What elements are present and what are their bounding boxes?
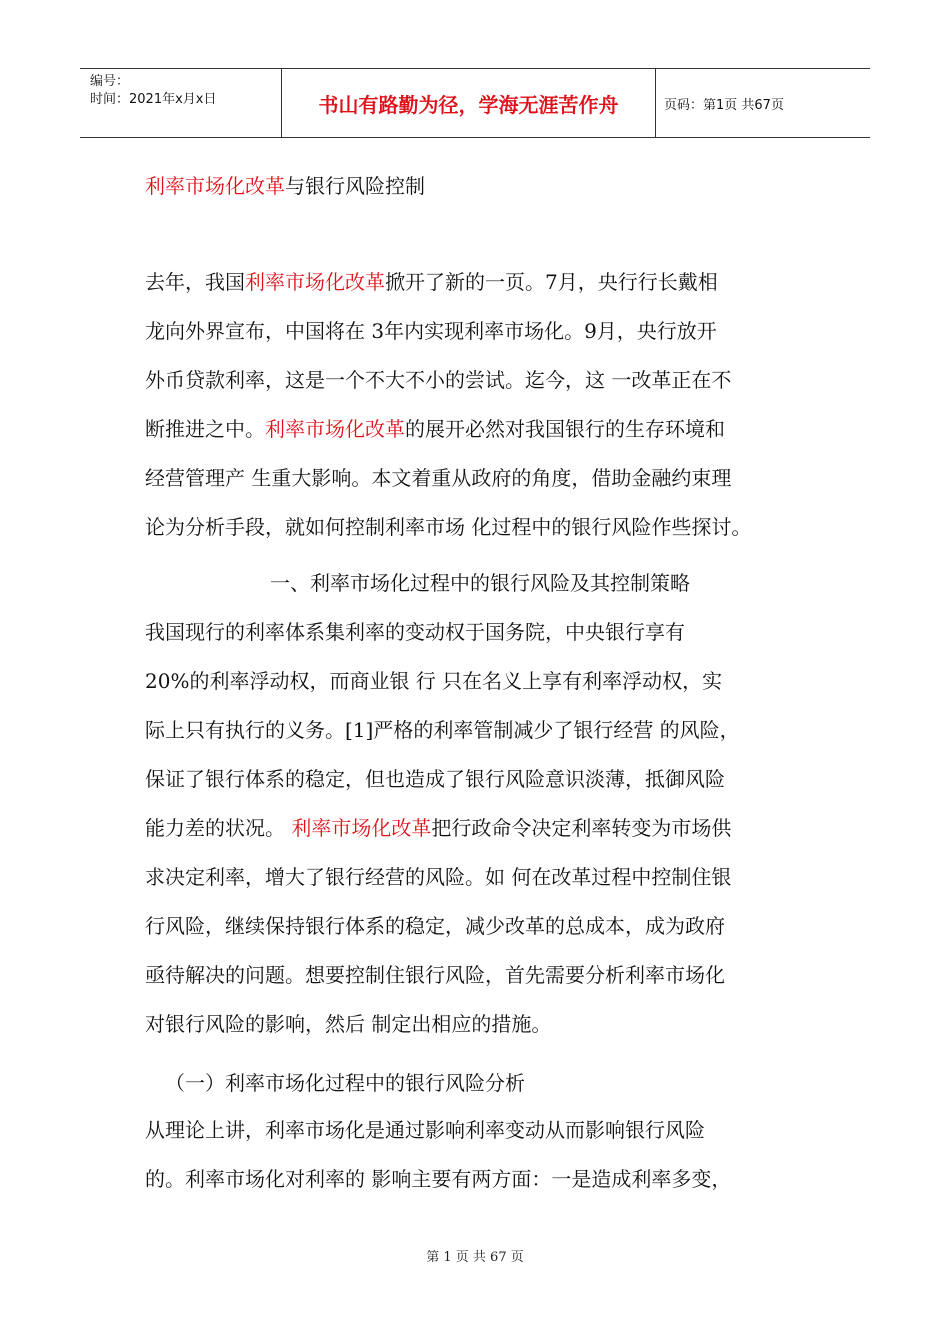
text-line <box>145 853 815 902</box>
text-segment: 把行政命令决定利率转变为市场供 <box>431 816 732 840</box>
header-page-info: 页码：第1页 共67页 <box>664 97 784 113</box>
header-meta <box>80 69 282 137</box>
text-line <box>145 1106 815 1155</box>
page-header <box>80 68 870 138</box>
text-line <box>145 258 815 307</box>
text-line <box>145 356 815 405</box>
header-motto: 书山有路勤为径，学海无涯苦作舟 <box>282 69 656 137</box>
text-segment: 去年，我国 <box>145 270 245 294</box>
section1-paragraph <box>145 608 815 1049</box>
text-line <box>145 307 815 356</box>
text-segment: 断推进之中。 <box>145 417 265 441</box>
intro-paragraph <box>145 258 815 552</box>
highlight-keyword: 利率市场化改革 <box>265 417 405 441</box>
text-line <box>145 608 815 657</box>
document-title <box>145 170 425 199</box>
date-line: 时间：2021年x月x日 <box>90 92 217 107</box>
text-segment: 龙向外界宣布，中国将在 3年内实现利率市场化。9月，央行放开 <box>145 319 717 343</box>
page-footer: 第 1 页 共 67 页 <box>426 1250 524 1265</box>
highlight-keyword: 利率市场化改革 <box>245 270 385 294</box>
text-line <box>145 951 815 1000</box>
text-segment: 从理论上讲，利率市场化是通过影响利率变动从而影响银行风险 <box>145 1118 705 1142</box>
text-segment: 掀开了新的一页。7月，央行行长戴相 <box>385 270 718 294</box>
text-segment: 经营管理产 生重大影响。本文着重从政府的角度，借助金融约束理 <box>145 466 732 490</box>
title-rest: 与银行风险控制 <box>285 174 425 198</box>
text-segment: 对银行风险的影响，然后 制定出相应的措施。 <box>145 1012 552 1036</box>
text-line <box>145 405 815 454</box>
text-segment: 求决定利率，增大了银行经营的风险。如 何在改革过程中控制住银 <box>145 865 732 889</box>
text-line <box>145 902 815 951</box>
text-line <box>145 1155 815 1204</box>
section-heading: 一、利率市场化过程中的银行风险及其控制策略 <box>270 571 690 595</box>
text-segment: 行风险，继续保持银行体系的稳定，减少改革的总成本，成为政府 <box>145 914 725 938</box>
number-label: 编号： <box>90 74 130 89</box>
text-segment: 20%的利率浮动权，而商业银 行 只在名义上享有利率浮动权，实 <box>145 669 723 693</box>
subsection-heading: （一）利率市场化过程中的银行风险分析 <box>165 1071 525 1095</box>
text-segment: 外币贷款利率，这是一个不大不小的尝试。迄今，这 一改革正在不 <box>145 368 732 392</box>
title-keyword: 利率市场化改革 <box>145 174 285 198</box>
text-line <box>145 706 815 755</box>
text-segment: 能力差的状况。 <box>145 816 292 840</box>
text-segment: 论为分析手段，就如何控制利率市场 化过程中的银行风险作些探讨。 <box>145 515 752 539</box>
text-segment: 的。利率市场化对利率的 影响主要有两方面：一是造成利率多变， <box>145 1167 732 1191</box>
text-line <box>145 454 815 503</box>
text-line <box>145 503 815 552</box>
text-line <box>145 1000 815 1049</box>
text-segment: 际上只有执行的义务。[1]严格的利率管制减少了银行经营 的风险， <box>145 718 740 742</box>
text-segment: 保证了银行体系的稳定，但也造成了银行风险意识淡薄，抵御风险 <box>145 767 725 791</box>
text-segment: 亟待解决的问题。想要控制住银行风险，首先需要分析利率市场化 <box>145 963 725 987</box>
text-segment: 我国现行的利率体系集利率的变动权于国务院，中央银行享有 <box>145 620 685 644</box>
highlight-keyword: 利率市场化改革 <box>291 816 432 840</box>
text-line <box>145 804 815 853</box>
text-segment: 的展开必然对我国银行的生存环境和 <box>405 417 725 441</box>
subsection-paragraph <box>145 1106 815 1204</box>
text-line <box>145 755 815 804</box>
text-line <box>145 657 815 706</box>
